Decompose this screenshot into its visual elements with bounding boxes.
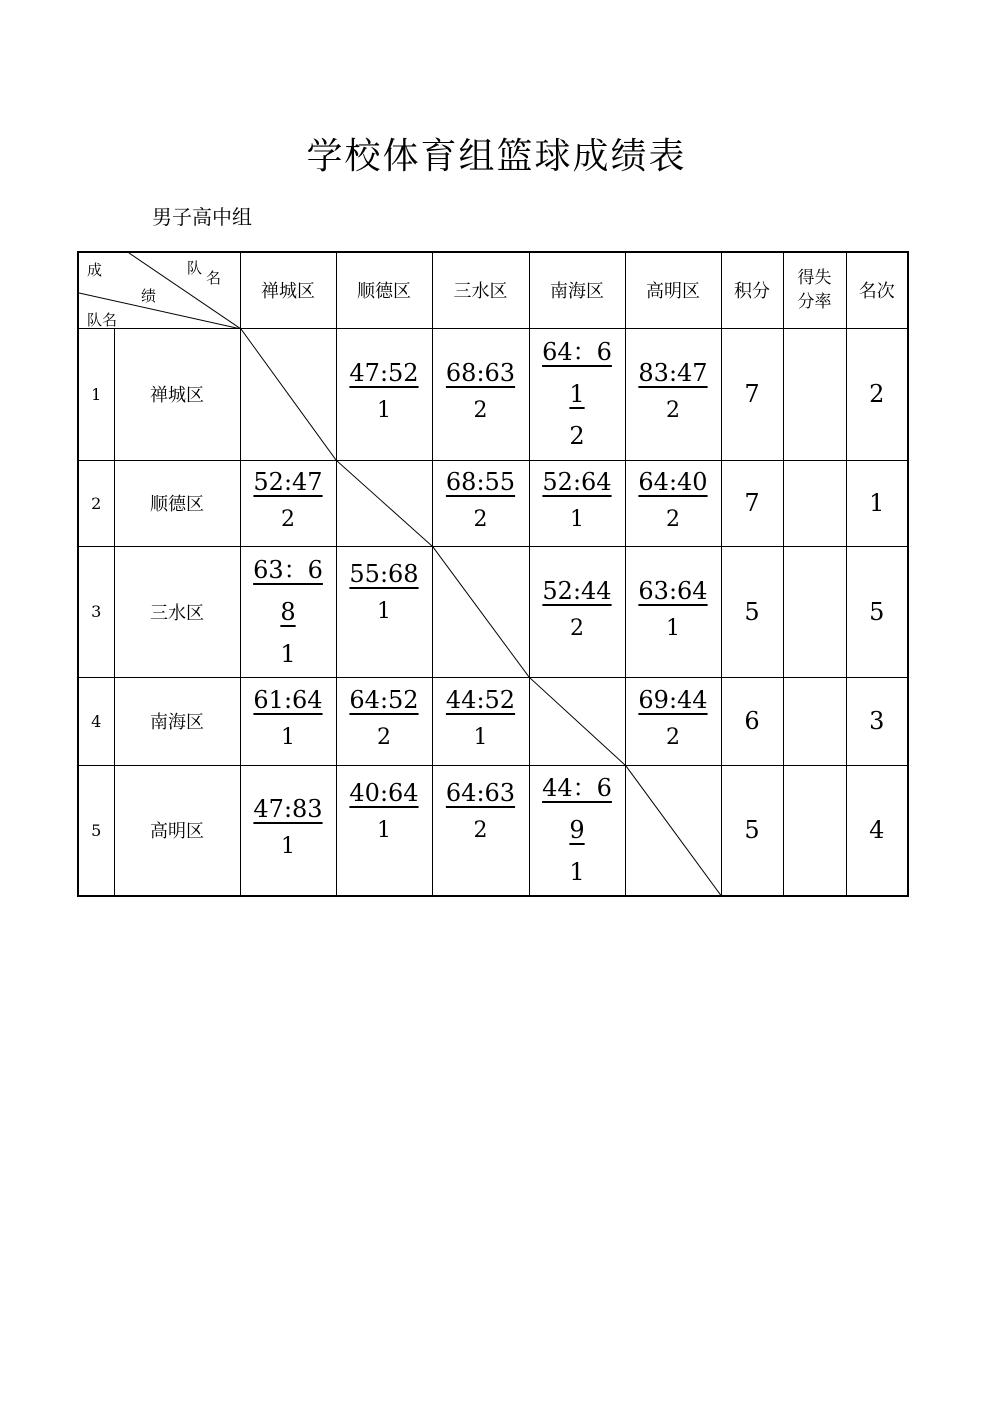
diagonal-line bbox=[530, 678, 625, 765]
total-points: 7 bbox=[721, 328, 783, 460]
match-points: 1 bbox=[377, 598, 391, 624]
row-index: 3 bbox=[78, 546, 114, 677]
col-header-nanhai: 南海区 bbox=[529, 252, 625, 328]
match-points: 2 bbox=[473, 507, 488, 532]
match-score: 64:63 bbox=[445, 778, 516, 807]
result-cell bbox=[336, 765, 432, 896]
result-cell bbox=[432, 765, 529, 896]
match-score: 61:64 bbox=[253, 686, 323, 714]
diagonal-line bbox=[626, 766, 721, 896]
total-points: 6 bbox=[721, 677, 783, 765]
score-table bbox=[77, 251, 909, 897]
result-cell bbox=[336, 677, 432, 765]
match-score-part1: 64：6 bbox=[542, 338, 612, 366]
match-points: 1 bbox=[666, 615, 680, 641]
corner-label-ji: 绩 bbox=[141, 287, 157, 305]
result-cell bbox=[625, 460, 721, 546]
result-cell bbox=[432, 677, 529, 765]
match-points: 2 bbox=[473, 398, 488, 423]
col-header-ratio-line2: 分率 bbox=[797, 292, 832, 313]
rank: 1 bbox=[846, 460, 908, 546]
match-points: 2 bbox=[569, 422, 585, 450]
page-title: 学校体育组篮球成绩表 bbox=[306, 136, 687, 177]
row-index: 4 bbox=[78, 677, 114, 765]
match-score-part1: 63：6 bbox=[253, 555, 323, 584]
corner-label-cheng: 成 bbox=[87, 261, 103, 279]
self-match-cell bbox=[336, 460, 432, 546]
corner-label-dui: 队 bbox=[187, 259, 203, 277]
table-row bbox=[78, 677, 908, 765]
match-score: 40:64 bbox=[349, 778, 419, 807]
match-points: 2 bbox=[377, 725, 391, 750]
col-header-chancheng: 禅城区 bbox=[240, 252, 336, 328]
table-row bbox=[78, 546, 908, 677]
match-score: 55:68 bbox=[349, 559, 419, 588]
col-header-ratio-line1: 得失 bbox=[797, 268, 832, 289]
result-cell bbox=[240, 546, 336, 677]
score-ratio bbox=[783, 328, 846, 460]
total-points: 5 bbox=[721, 765, 783, 896]
match-score-part2: 8 bbox=[280, 597, 296, 626]
match-score: 64:52 bbox=[349, 686, 419, 714]
row-team-name: 三水区 bbox=[114, 546, 240, 677]
match-score: 64:40 bbox=[638, 468, 708, 496]
result-cell bbox=[529, 546, 625, 677]
match-points: 2 bbox=[281, 507, 295, 532]
match-score-part1: 44：6 bbox=[542, 774, 612, 803]
self-match-cell bbox=[240, 328, 336, 460]
corner-cell bbox=[78, 252, 240, 328]
col-header-rank: 名次 bbox=[846, 252, 908, 328]
row-team-name: 顺德区 bbox=[114, 460, 240, 546]
header-row bbox=[78, 252, 908, 328]
match-score: 83:47 bbox=[638, 359, 708, 387]
self-match-cell bbox=[432, 546, 529, 677]
match-points: 1 bbox=[569, 858, 585, 887]
match-score-part2: 1 bbox=[569, 380, 585, 408]
result-cell bbox=[240, 677, 336, 765]
result-cell bbox=[625, 546, 721, 677]
match-points: 2 bbox=[666, 725, 680, 750]
match-points: 1 bbox=[570, 507, 584, 532]
diagonal-line bbox=[337, 461, 432, 546]
match-score: 52:44 bbox=[542, 576, 612, 605]
col-header-ratio bbox=[783, 252, 846, 328]
col-header-points: 积分 bbox=[721, 252, 783, 328]
table-row bbox=[78, 765, 908, 896]
col-header-gaoming: 高明区 bbox=[625, 252, 721, 328]
result-cell bbox=[529, 765, 625, 896]
col-header-sanshui: 三水区 bbox=[432, 252, 529, 328]
result-cell bbox=[529, 328, 625, 460]
match-points: 1 bbox=[473, 725, 488, 750]
row-index: 5 bbox=[78, 765, 114, 896]
col-header-shunde: 顺德区 bbox=[336, 252, 432, 328]
row-team-name: 高明区 bbox=[114, 765, 240, 896]
row-index: 1 bbox=[78, 328, 114, 460]
row-index: 2 bbox=[78, 460, 114, 546]
result-cell bbox=[240, 765, 336, 896]
match-score: 69:44 bbox=[638, 686, 708, 714]
match-score-part2: 9 bbox=[569, 816, 585, 845]
result-cell bbox=[336, 328, 432, 460]
match-points: 1 bbox=[280, 639, 296, 668]
result-cell bbox=[625, 328, 721, 460]
match-points: 2 bbox=[570, 615, 584, 641]
result-cell bbox=[529, 460, 625, 546]
rank: 2 bbox=[846, 328, 908, 460]
rank: 3 bbox=[846, 677, 908, 765]
self-match-cell bbox=[625, 765, 721, 896]
match-points: 1 bbox=[377, 817, 391, 843]
match-score: 52:47 bbox=[253, 468, 323, 496]
group-label: 男子高中组 bbox=[152, 205, 252, 229]
row-team-name: 南海区 bbox=[114, 677, 240, 765]
score-ratio bbox=[783, 765, 846, 896]
score-ratio bbox=[783, 546, 846, 677]
result-cell bbox=[625, 677, 721, 765]
total-points: 5 bbox=[721, 546, 783, 677]
match-score: 47:52 bbox=[349, 359, 419, 387]
match-points: 2 bbox=[666, 507, 680, 532]
match-score: 63:64 bbox=[638, 576, 708, 605]
table-row bbox=[78, 460, 908, 546]
result-cell bbox=[432, 328, 529, 460]
score-ratio bbox=[783, 677, 846, 765]
rank: 5 bbox=[846, 546, 908, 677]
match-points: 1 bbox=[377, 398, 391, 423]
diagonal-line bbox=[433, 547, 529, 677]
match-score: 47:83 bbox=[253, 795, 323, 824]
result-cell bbox=[432, 460, 529, 546]
total-points: 7 bbox=[721, 460, 783, 546]
match-points: 1 bbox=[281, 834, 295, 860]
match-points: 2 bbox=[473, 817, 488, 843]
match-points: 1 bbox=[281, 725, 295, 750]
result-cell bbox=[336, 546, 432, 677]
row-team-name: 禅城区 bbox=[114, 328, 240, 460]
match-score: 68:55 bbox=[445, 468, 516, 496]
table-row bbox=[78, 328, 908, 460]
match-points: 2 bbox=[666, 398, 680, 423]
match-score: 68:63 bbox=[445, 359, 516, 387]
result-cell bbox=[240, 460, 336, 546]
match-score: 44:52 bbox=[445, 686, 516, 714]
diagonal-line bbox=[241, 329, 336, 460]
self-match-cell bbox=[529, 677, 625, 765]
match-score: 52:64 bbox=[542, 468, 612, 496]
rank: 4 bbox=[846, 765, 908, 896]
corner-label-ming: 名 bbox=[206, 269, 222, 287]
corner-label-duiming: 队名 bbox=[87, 311, 118, 329]
score-ratio bbox=[783, 460, 846, 546]
